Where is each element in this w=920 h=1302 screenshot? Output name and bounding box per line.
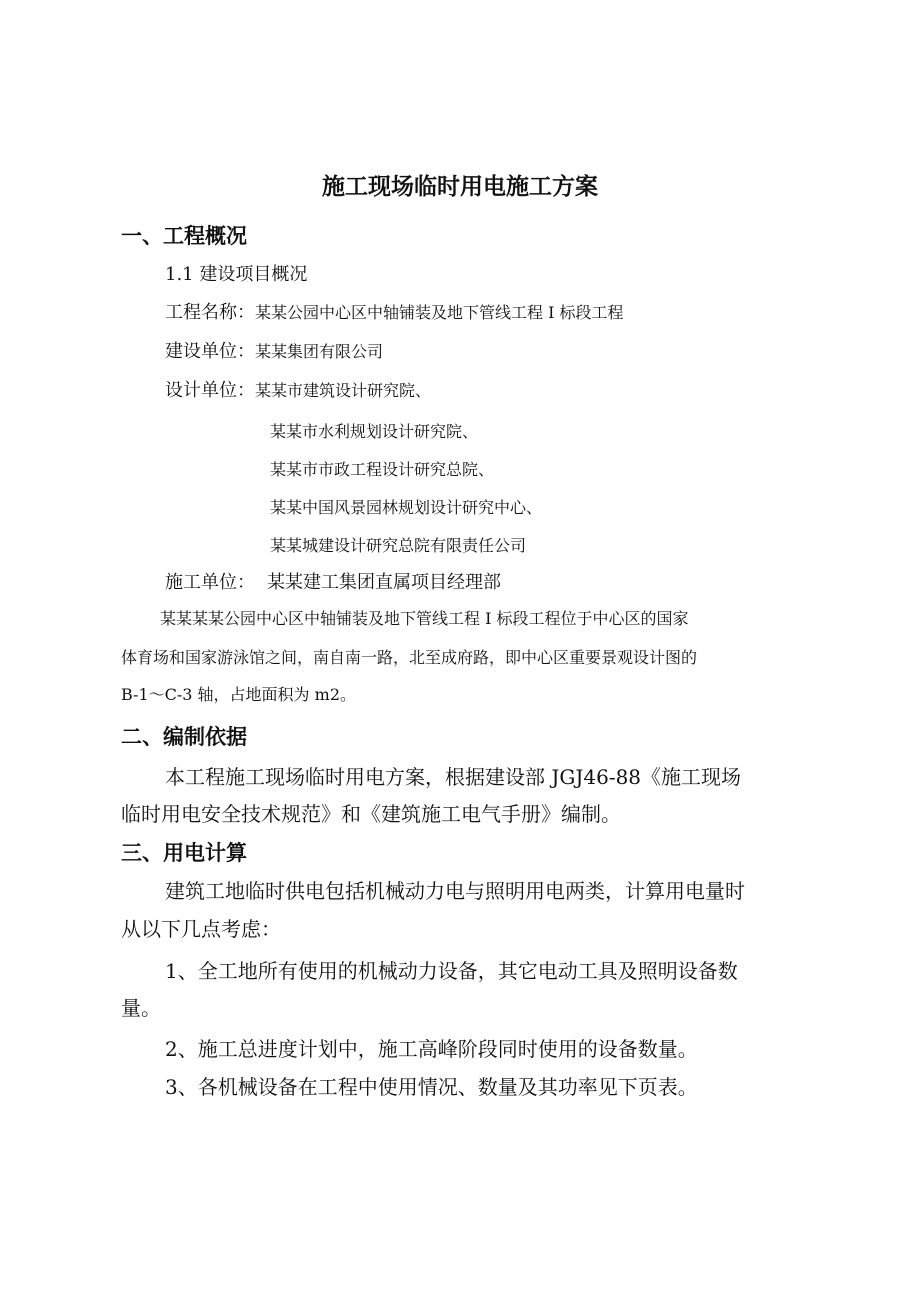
- builder-value: 某某集团有限公司: [255, 342, 384, 361]
- designer-item: 某某市市政工程设计研究总院、: [270, 460, 495, 479]
- designer-item: 某某城建设计研究总院有限责任公司: [270, 536, 527, 555]
- section-heading-overview: 一、工程概况: [121, 224, 247, 248]
- calc-item-line: 2、施工总进度计划中，施工高峰阶段同时使用的设备数量。: [165, 1037, 698, 1061]
- designer-row: [165, 382, 431, 400]
- project-name-label: 工程名称：: [165, 302, 255, 323]
- designer-label: 设计单位：: [165, 380, 255, 401]
- description-line: 某某某某公园中心区中轴铺装及地下管线工程 I 标段工程位于中心区的国家: [160, 609, 689, 628]
- description-line: B-1～C-3 轴，占地面积为 m2。: [121, 685, 356, 704]
- designer-item: 某某市建筑设计研究院、: [255, 381, 432, 400]
- contractor-row: [165, 574, 501, 592]
- calc-item-line: 量。: [121, 996, 161, 1020]
- contractor-value: 某某建工集团直属项目经理部: [267, 572, 501, 593]
- calc-item-line: 1、全工地所有使用的机械动力设备，其它电动工具及照明设备数: [165, 959, 738, 983]
- designer-item: 某某中国风景园林规划设计研究中心、: [270, 498, 543, 517]
- calc-intro-line: 建筑工地临时供电包括机械动力电与照明用电两类，计算用电量时: [165, 879, 745, 903]
- page-title: 施工现场临时用电施工方案: [322, 174, 598, 200]
- calc-item-line: 3、各机械设备在工程中使用情况、数量及其功率见下页表。: [165, 1075, 698, 1099]
- calc-intro-line: 从以下几点考虑：: [121, 917, 281, 941]
- basis-line: 本工程施工现场临时用电方案，根据建设部 JGJ46-88《施工现场: [165, 765, 742, 789]
- section-heading-basis: 二、编制依据: [121, 725, 247, 749]
- subheading-project-overview: 1.1 建设项目概况: [165, 264, 308, 285]
- project-name-row: [165, 304, 624, 322]
- contractor-label: 施工单位：: [165, 572, 255, 593]
- project-name-value: 某某公园中心区中轴铺装及地下管线工程 I 标段工程: [255, 303, 624, 322]
- builder-row: [165, 343, 383, 361]
- section-heading-power-calc: 三、用电计算: [121, 841, 247, 865]
- builder-label: 建设单位：: [165, 341, 255, 362]
- basis-line: 临时用电安全技术规范》和《建筑施工电气手册》编制。: [121, 802, 621, 826]
- designer-item: 某某市水利规划设计研究院、: [270, 422, 479, 441]
- description-line: 体育场和国家游泳馆之间，南自南一路，北至成府路，即中心区重要景观设计图的: [121, 648, 698, 667]
